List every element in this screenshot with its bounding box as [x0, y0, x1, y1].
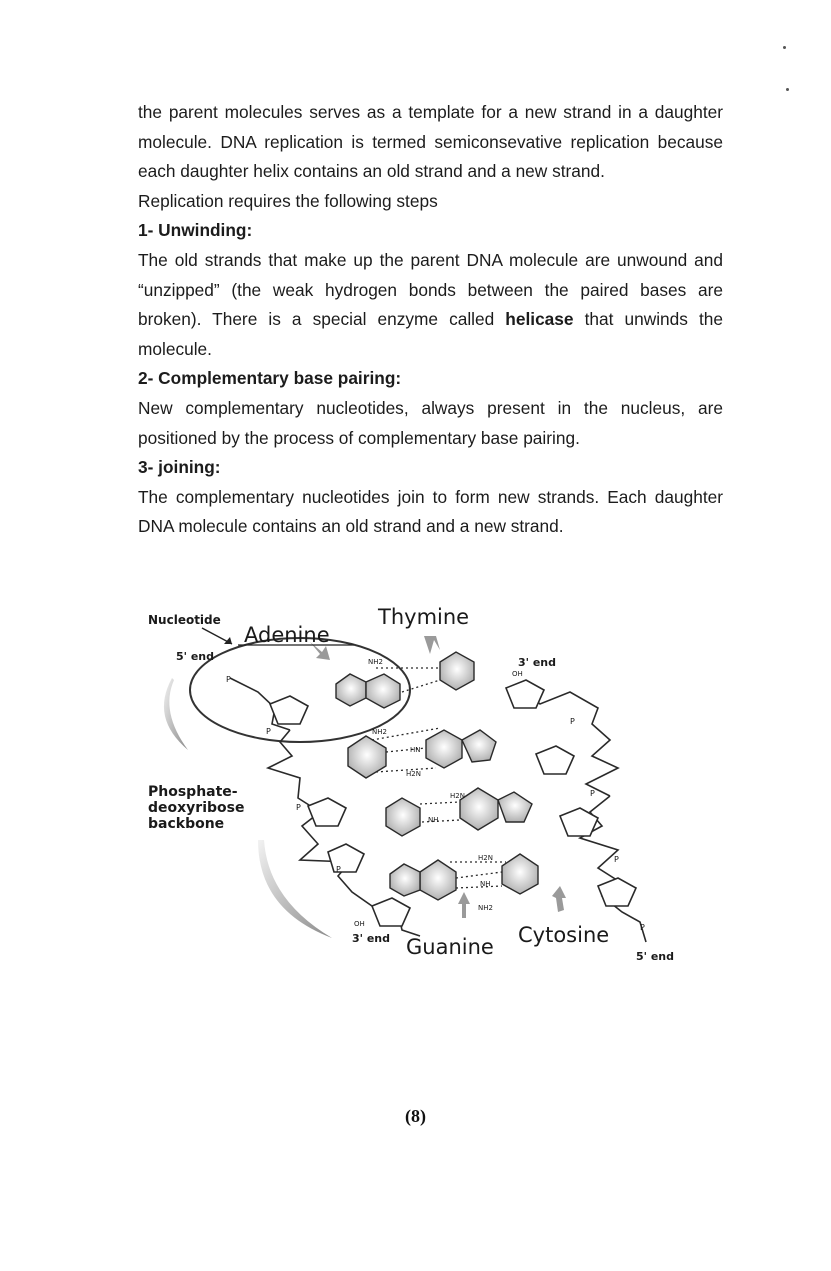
phosphate-atom: P [226, 675, 231, 684]
atom-label: NH2 [478, 904, 493, 912]
step3-heading: 3- joining: [138, 457, 221, 478]
label-backbone-line3: backbone [148, 816, 225, 832]
label-3end-top: 3' end [518, 656, 557, 669]
atom-label: H2N [478, 854, 493, 862]
label-guanine: Guanine [406, 935, 494, 959]
label-cytosine: Cytosine [518, 923, 610, 947]
label-5end-top: 5' end [176, 650, 215, 663]
atom-label: HN [410, 746, 421, 754]
atom-label: NH2 [372, 728, 387, 736]
label-3end-bottom: 3' end [352, 932, 391, 945]
phosphate-atom: P [614, 855, 619, 864]
page-speck [783, 46, 786, 49]
body-text [138, 98, 723, 542]
guanine-arrow [458, 892, 470, 918]
label-nucleotide: Nucleotide [148, 613, 221, 627]
atom-label: OH [512, 670, 523, 678]
intro-paragraph: the parent molecules serves as a template for a new strand in a daughter molecule. DNA replication is termed semiconsevative replication because each daughter helix contains an old strand and a new strand. [138, 102, 723, 182]
helicase-term: helicase [505, 309, 574, 330]
page-number: (8) [405, 1106, 426, 1126]
phosphate-atom: P [570, 717, 575, 726]
cytosine-arrow [552, 886, 566, 912]
step2-heading: 2- Complementary base pairing: [138, 368, 402, 389]
page-speck [786, 88, 789, 91]
phosphate-atom: P [336, 865, 341, 874]
step1-paragraph: The old strands that make up the parent DNA molecule are unwound and “unzipped” (the weak hydrogen bonds between the paired bases are broken). There is a special enzyme called helicase that unwinds the molecule. [138, 249, 723, 359]
step2-paragraph: New complementary nucleotides, always present in the nucleus, are positioned by the process of complementary base pairing. [138, 397, 723, 448]
atom-label: OH [354, 920, 365, 928]
atom-label: H2N [450, 792, 465, 800]
label-thymine: Thymine [378, 605, 470, 629]
phosphate-atom: P [296, 803, 301, 812]
dna-replication-figure [140, 600, 710, 970]
phosphate-atom: P [266, 727, 271, 736]
swoosh-top [164, 678, 188, 750]
step3-paragraph: The complementary nucleotides join to form new strands. Each daughter DNA molecule contains an old strand and a new strand. [138, 486, 723, 537]
label-5end-bottom: 5' end [636, 950, 675, 963]
swoosh-bottom [258, 840, 332, 938]
atom-label: NH [480, 880, 491, 888]
atom-label: NH [428, 816, 439, 824]
step1-heading: 1- Unwinding: [138, 220, 253, 241]
steps-intro: Replication requires the following steps [138, 190, 438, 211]
label-backbone-line1: Phosphate- [148, 784, 238, 800]
atom-label: NH2 [368, 658, 383, 666]
label-adenine: Adenine [244, 623, 330, 647]
dna-structure-diagram [140, 600, 710, 970]
phosphate-atom: P [590, 789, 595, 798]
thymine-arrow [424, 636, 440, 654]
phosphate-atom: P [640, 923, 645, 932]
label-backbone-line2: deoxyribose [148, 800, 245, 816]
atom-label: H2N [406, 770, 421, 778]
